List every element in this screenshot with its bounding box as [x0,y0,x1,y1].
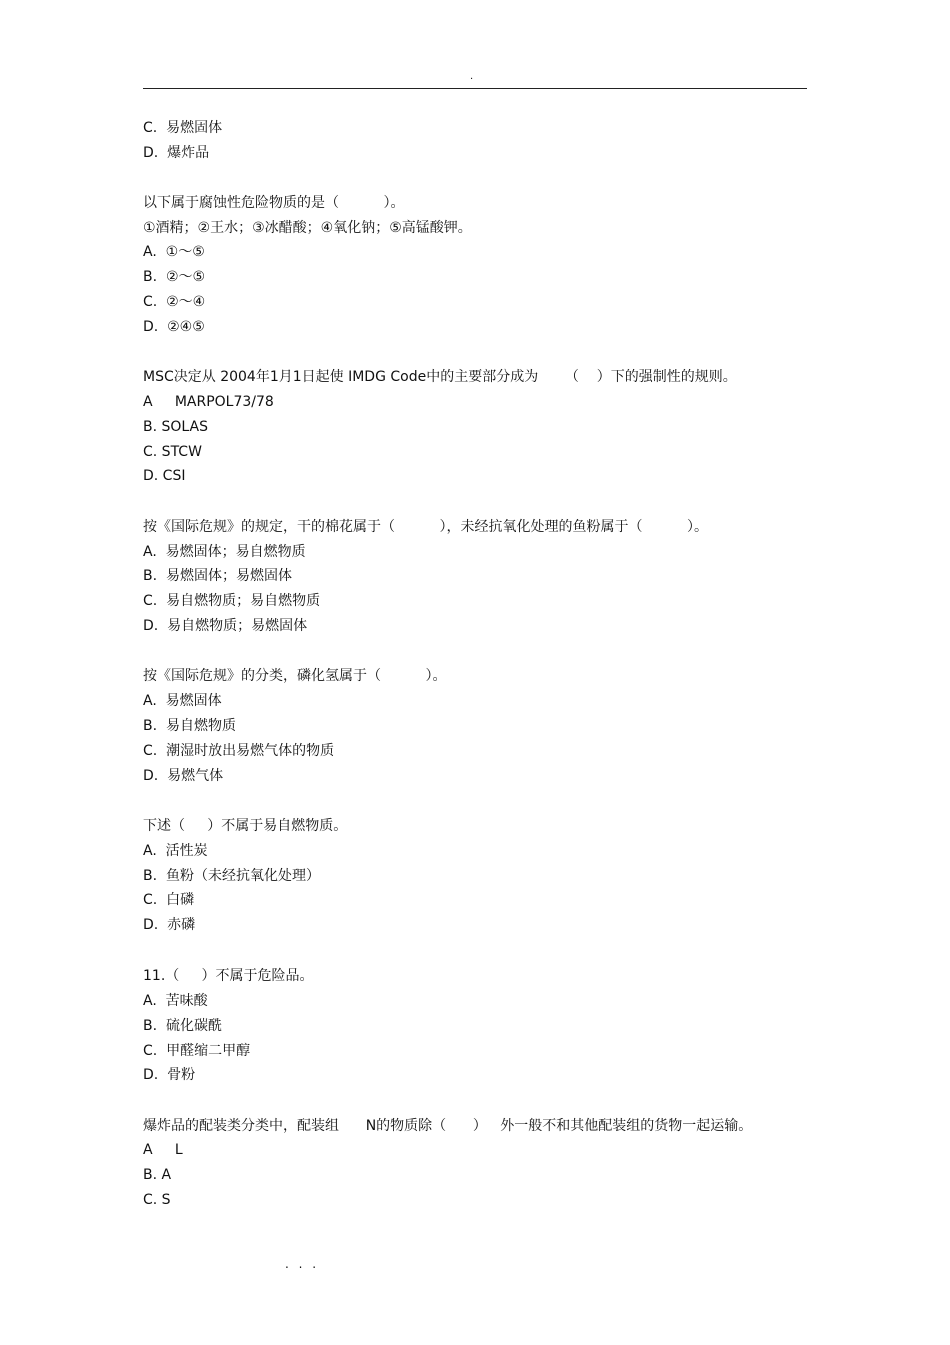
option-line: D. CSI [143,468,186,484]
header-dot: . [470,71,474,82]
option-line: C. 白磷 [143,892,195,908]
option-line: C. 甲醛缩二甲醇 [143,1043,251,1059]
option-line: B. 易自燃物质 [143,718,236,734]
question-text: 按《国际危规》的分类，磷化氢属于（ ）。 [143,668,447,684]
option-line: C. 潮湿时放出易燃气体的物质 [143,743,335,759]
option-line: A. ①～⑤ [143,244,205,260]
text-line: C. 易燃固体 [143,120,223,136]
question-text: MSC决定从 2004年1月1日起使 IMDG Code中的主要部分成为 （ ）下的强制性的规则。 [143,369,737,385]
option-line: C. S [143,1192,171,1208]
option-line: D. 易自燃物质；易燃固体 [143,618,308,634]
option-line: C. STCW [143,444,202,460]
option-line: A. 易燃固体 [143,693,222,709]
option-line: B. 鱼粉（未经抗氧化处理） [143,868,320,884]
header-rule [143,88,807,89]
option-line: A. 苦味酸 [143,993,208,1009]
option-line: C. ②～④ [143,294,206,310]
option-line: A MARPOL73/78 [143,394,274,410]
option-line: A L [143,1142,183,1158]
option-line: D. 骨粉 [143,1067,196,1083]
question-text: 以下属于腐蚀性危险物质的是（ ）。 [143,195,405,211]
option-line: B. 易燃固体；易燃固体 [143,568,292,584]
option-line: C. 易自燃物质；易自燃物质 [143,593,321,609]
text-line: ①酒精；②王水；③冰醋酸；④氧化钠；⑤高锰酸钾。 [143,220,472,236]
option-line: B. 硫化碳酰 [143,1018,222,1034]
option-line: B. A [143,1167,172,1183]
question-text: 下述（ ）不属于易自燃物质。 [143,818,348,834]
option-line: A. 活性炭 [143,843,208,859]
text-line: D. 爆炸品 [143,145,210,161]
option-line: A. 易燃固体；易自燃物质 [143,544,306,560]
option-line: D. 赤磷 [143,917,196,933]
footer-dots: . . . [285,1257,320,1271]
option-line: D. 易燃气体 [143,768,224,784]
option-line: B. ②～⑤ [143,269,206,285]
option-line: B. SOLAS [143,419,208,435]
question-text: 11.（ ）不属于危险品。 [143,968,314,984]
question-text: 按《国际危规》的规定，干的棉花属于（ ），未经抗氧化处理的鱼粉属于（ ）。 [143,519,709,535]
question-text: 爆炸品的配装类分类中，配装组 N的物质除（ ） 外一般不和其他配装组的货物一起运输。 [143,1118,753,1134]
option-line: D. ②④⑤ [143,319,205,335]
